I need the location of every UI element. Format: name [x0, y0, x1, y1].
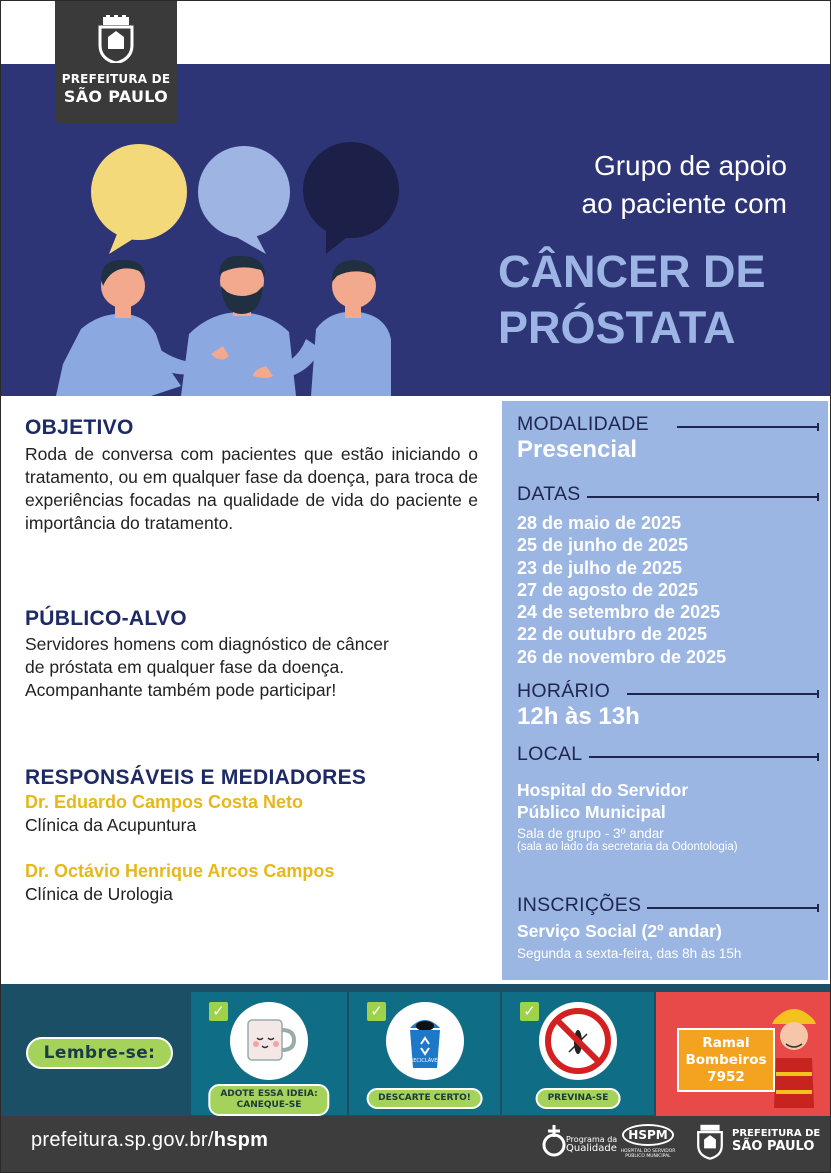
ramal-line1: Ramal [702, 1035, 750, 1051]
check-icon: ✓ [367, 1002, 386, 1021]
inscricoes-label: INSCRIÇÕES [517, 894, 647, 917]
prefeitura-footer-logo [696, 1122, 821, 1164]
publico-heading: PÚBLICO-ALVO [25, 607, 187, 630]
hspm-subtitle: HOSPITAL DO SERVIDOR PÚBLICO MUNICIPAL [620, 1149, 676, 1159]
objetivo-heading: OBJETIVO [25, 416, 134, 439]
hero-title-line2: ao paciente com [581, 188, 787, 219]
mosquito-tile [502, 992, 654, 1115]
date-item: 26 de novembro de 2025 [517, 646, 727, 667]
date-item: 22 de outubro de 2025 [517, 624, 708, 645]
info-panel [502, 401, 828, 980]
local-room: Sala de grupo - 3º andar [517, 826, 664, 841]
footer-org-line2: SÃO PAULO [732, 1139, 815, 1154]
mug-circle [230, 1002, 308, 1080]
programa-qualidade-icon [542, 1125, 566, 1159]
recycle-bin-icon [386, 1002, 464, 1080]
objetivo-text: Roda de conversa com pacientes que estão iniciando o tratamento, ou em qualquer fase da doença, para troca de experiências focadas na qualidade de vida do paciente e importância do tratamento. [25, 444, 478, 533]
modalidade-section [517, 413, 817, 464]
sao-paulo-crest-icon [97, 15, 135, 63]
doctor-2-role: Clínica de Urologia [25, 884, 173, 904]
recycle-circle [386, 1002, 464, 1080]
recycle-tile [349, 992, 500, 1115]
check-icon: ✓ [520, 1002, 539, 1021]
responsaveis-heading: RESPONSÁVEIS E MEDIADORES [25, 766, 367, 789]
programa-qualidade-logo [542, 1125, 618, 1163]
local-line1: Hospital do Servidor [517, 780, 689, 800]
check-icon: ✓ [209, 1002, 228, 1021]
website-link[interactable] [31, 1129, 268, 1152]
ramal-bombeiros-box [677, 1028, 775, 1092]
date-item: 24 de setembro de 2025 [517, 602, 721, 623]
horario-label: HORÁRIO [517, 680, 616, 703]
bin-label: RECICLÁVEL [409, 1058, 440, 1064]
mug-icon [230, 1002, 308, 1080]
programa-line2: Qualidade [566, 1143, 617, 1154]
programa-text [566, 1135, 617, 1153]
url-bold: hspm [213, 1129, 269, 1151]
doctor-2-name: Dr. Octávio Henrique Arcos Campos [25, 861, 335, 881]
inscricoes-section [517, 894, 817, 961]
hero-highlight [441, 244, 791, 356]
date-item: 23 de julho de 2025 [517, 557, 683, 578]
yellow-speech-bubble [91, 144, 187, 240]
hspm-logo [618, 1124, 678, 1159]
ramal-number: 7952 [707, 1069, 745, 1085]
local-details [517, 779, 817, 853]
left-column [25, 416, 480, 906]
logo-line1: PREFEITURA DE [61, 72, 171, 86]
publico-line2: de próstata em qualquer fase da doença. [25, 657, 345, 677]
dates-list [517, 512, 817, 668]
no-mosquito-icon [539, 1002, 617, 1080]
mug-caption [208, 1084, 329, 1116]
horario-section [517, 680, 817, 731]
hero-title [457, 147, 787, 223]
hero-title-line1: Grupo de apoio [593, 150, 787, 181]
logo-line2: SÃO PAULO [63, 87, 169, 106]
lembre-badge: Lembre-se: [26, 1037, 173, 1069]
prefeitura-logo [55, 1, 177, 123]
mosquito-circle [539, 1002, 617, 1080]
footer-org-line1: PREFEITURA DE [732, 1128, 821, 1139]
date-item: 25 de junho de 2025 [517, 535, 689, 556]
doctor-1-name: Dr. Eduardo Campos Costa Neto [25, 792, 304, 812]
section-divider [647, 907, 819, 909]
local-line2: Público Municipal [517, 802, 666, 822]
recycle-caption: DESCARTE CERTO! [366, 1088, 483, 1109]
local-section [517, 743, 817, 853]
dark-speech-bubble [303, 142, 399, 238]
sao-paulo-crest-icon [696, 1122, 724, 1160]
hero-highlight-line1: CÂNCER DE [498, 246, 766, 297]
local-note: (sala ao lado da secretaria da Odontologia) [517, 841, 738, 853]
datas-section [517, 483, 817, 668]
publico-line3: Acompanhante também pode participar! [25, 680, 337, 700]
date-item: 28 de maio de 2025 [517, 513, 682, 533]
mug-caption-line2: CANEQUE-SE [236, 1100, 302, 1110]
inscricoes-time: Segunda a sexta-feira, das 8h às 15h [517, 946, 742, 961]
ramal-line2: Bombeiros [685, 1052, 767, 1068]
datas-label: DATAS [517, 483, 587, 506]
modalidade-label: MODALIDADE [517, 413, 655, 436]
date-item: 27 de agosto de 2025 [517, 579, 699, 600]
light-blue-speech-bubble [198, 146, 290, 238]
publico-line1: Servidores homens com diagnóstico de câncer [25, 634, 389, 654]
mug-tile [191, 992, 347, 1115]
mosquito-caption: PREVINA-SE [536, 1088, 621, 1109]
modalidade-value: Presencial [517, 436, 638, 463]
programa-line1: Programa da [566, 1135, 618, 1144]
hero-highlight-line2: PRÓSTATA [498, 302, 736, 353]
url-prefix: prefeitura.sp.gov.br/ [31, 1129, 214, 1151]
horario-value: 12h às 13h [517, 703, 640, 730]
section-divider [587, 496, 819, 498]
mug-caption-line1: ADOTE ESSA IDEIA: [220, 1089, 318, 1099]
inscricoes-value: Serviço Social (2º andar) [517, 921, 722, 941]
doctor-1-role: Clínica da Acupuntura [25, 815, 197, 835]
section-divider [627, 693, 819, 695]
section-divider [677, 426, 819, 428]
hspm-badge: HSPM [622, 1124, 674, 1146]
local-label: LOCAL [517, 743, 588, 766]
section-divider [589, 756, 819, 758]
prefeitura-footer-text [732, 1128, 820, 1154]
